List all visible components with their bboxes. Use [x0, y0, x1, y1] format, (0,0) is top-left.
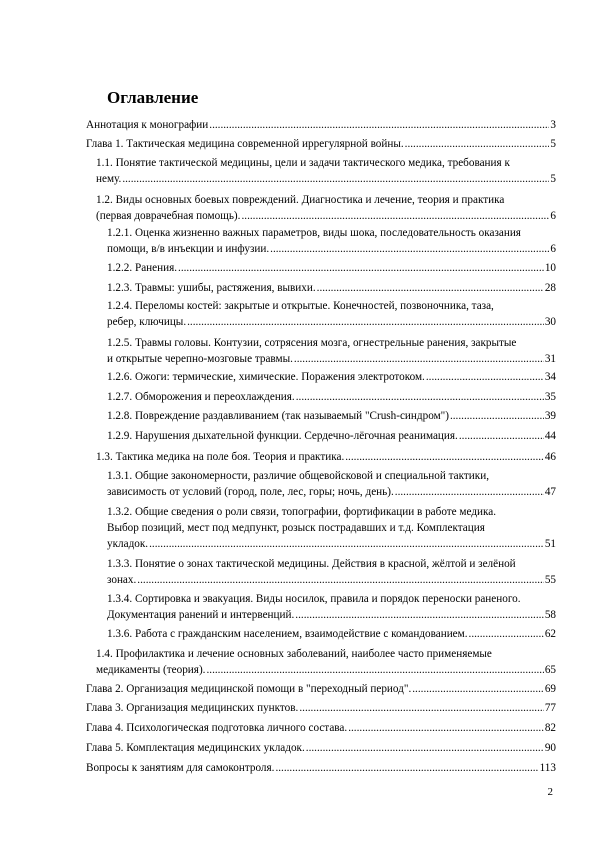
toc-entry-text: ребер, ключицы.: [107, 316, 187, 328]
toc-entry[interactable]: [96, 155, 556, 187]
toc-entry-text: 1.4. Профилактика и лечение основных заболеваний, наиболее часто применяемые: [96, 648, 492, 660]
toc-entry-text: (первая доврачебная помощь).: [96, 210, 241, 222]
dot-leader: [294, 351, 544, 367]
toc-entry[interactable]: [107, 260, 556, 276]
toc-entry[interactable]: [107, 298, 556, 330]
toc-page-number: 30: [544, 316, 556, 328]
toc-page-number: 6: [550, 210, 556, 222]
dot-leader: [348, 720, 544, 736]
toc-page-number: 39: [544, 410, 556, 422]
toc-entry-text: зонах.: [107, 574, 137, 586]
dot-leader: [275, 760, 538, 776]
toc-page-number: 65: [544, 664, 556, 676]
dot-leader: [209, 117, 549, 133]
toc-page-number: 6: [550, 243, 556, 255]
toc-page-number: 5: [550, 138, 556, 150]
toc-page-number: 58: [544, 609, 556, 621]
toc-entry-text: Аннотация к монографии: [86, 119, 209, 131]
toc-page-number: 82: [544, 722, 556, 734]
toc-entry[interactable]: [107, 369, 556, 385]
toc-entry[interactable]: [86, 720, 556, 736]
toc-entry-text: 1.2.9. Нарушения дыхательной функции. Сердечно-лёгочная реанимация.: [107, 430, 458, 442]
toc-page-number: 62: [544, 628, 556, 640]
dot-leader: [345, 449, 544, 465]
toc-entry[interactable]: [86, 117, 556, 133]
dot-leader: [187, 314, 544, 330]
toc-entry-text: 1.3.2. Общие сведения о роли связи, топографии, фортификации в работе медика.: [107, 506, 497, 518]
toc-entry[interactable]: [96, 646, 556, 678]
toc-entry[interactable]: [107, 408, 556, 424]
toc-entry[interactable]: [96, 192, 556, 224]
dot-leader: [405, 136, 550, 152]
toc-entry-text: 1.3.6. Работа с гражданским населением, взаимодействие с командованием.: [107, 628, 468, 640]
toc-entry-text: Вопросы к занятиям для самоконтроля.: [86, 762, 275, 774]
toc-page-number: 10: [544, 262, 556, 274]
toc-entry-text: 1.2.8. Повреждение раздавливанием (так называемый "Crush-синдром"): [107, 410, 449, 422]
dot-leader: [426, 369, 544, 385]
toc-entry[interactable]: [86, 136, 556, 152]
toc-entry[interactable]: [107, 389, 556, 405]
dot-leader: [306, 740, 544, 756]
toc-page-number: 44: [544, 430, 556, 442]
dot-leader: [469, 626, 544, 642]
toc-entry[interactable]: [86, 700, 556, 716]
toc-entry-text: и открытые черепно-мозговые травмы.: [107, 353, 293, 365]
toc-entry[interactable]: [107, 225, 556, 257]
toc-entry-text: Документация ранений и интервенций.: [107, 609, 295, 621]
toc-entry-text: 1.3.1. Общие закономерности, различие общевойсковой и специальной тактики,: [107, 470, 490, 482]
dot-leader: [122, 171, 549, 187]
toc-entry-text: 1.2.1. Оценка жизненно важных параметров, виды шока, последовательность оказания: [107, 227, 521, 239]
toc-entry[interactable]: [86, 760, 556, 776]
toc-entry-text: 1.2.6. Ожоги: термические, химические. Поражения электротоком.: [107, 371, 425, 383]
toc-entry[interactable]: [107, 428, 556, 444]
toc-page-number: 34: [544, 371, 556, 383]
dot-leader: [137, 572, 544, 588]
toc-page-number: 31: [544, 353, 556, 365]
toc-entry[interactable]: [107, 626, 556, 642]
toc-entry[interactable]: [96, 449, 556, 465]
dot-leader: [395, 484, 544, 500]
toc-page-number: 51: [544, 538, 556, 550]
dot-leader: [299, 700, 543, 716]
toc-page-number: 113: [539, 762, 556, 774]
page-number: 2: [547, 786, 553, 798]
toc-entry-text: 1.3. Тактика медика на поле боя. Теория и практика.: [96, 451, 345, 463]
dot-leader: [295, 607, 544, 623]
toc-page-number: 90: [544, 742, 556, 754]
toc-entry-text: медикаменты (теория).: [96, 664, 206, 676]
toc-page-number: 3: [550, 119, 556, 131]
dot-leader: [412, 681, 544, 697]
toc-entry-text: 1.2.3. Травмы: ушибы, растяжения, вывихи.: [107, 282, 316, 294]
dot-leader: [270, 241, 549, 257]
toc-entry-text: зависимость от условий (город, поле, лес, горы; ночь, день).: [107, 486, 394, 498]
toc-entry[interactable]: [86, 740, 556, 756]
toc-entry-text: укладок.: [107, 538, 149, 550]
toc-entry[interactable]: [107, 504, 556, 552]
dot-leader: [149, 536, 544, 552]
toc-entry-text: 1.2.2. Ранения.: [107, 262, 178, 274]
toc-entry-text: 1.2. Виды основных боевых повреждений. Диагностика и лечение, теория и практика: [96, 194, 505, 206]
dot-leader: [296, 389, 544, 405]
toc-entry-text: Глава 4. Психологическая подготовка личного состава.: [86, 722, 348, 734]
toc-page-number: 55: [544, 574, 556, 586]
toc-entry-text: Глава 5. Комплектация медицинских укладок.: [86, 742, 305, 754]
toc-entry-text: 1.2.5. Травмы головы. Контузии, сотрясения мозга, огнестрельные ранения, закрытые: [107, 337, 517, 349]
toc-page-number: 69: [544, 683, 556, 695]
toc-entry[interactable]: [107, 280, 556, 296]
toc-entry-text: 1.3.4. Сортировка и эвакуация. Виды носилок, правила и порядок переноски раненого.: [107, 593, 521, 605]
toc-entry[interactable]: [107, 468, 556, 500]
toc-page-number: 35: [544, 391, 556, 403]
toc-page-number: 5: [550, 173, 556, 185]
dot-leader: [241, 208, 549, 224]
toc-entry[interactable]: [107, 335, 556, 367]
toc-entry[interactable]: [107, 556, 556, 588]
toc-entry-text: Глава 1. Тактическая медицина современной иррегулярной войны.: [86, 138, 404, 150]
dot-leader: [178, 260, 544, 276]
toc-entry-text: Выбор позиций, мест под медпункт, розыск пострадавших и т.д. Комплектация: [107, 522, 485, 534]
toc-heading: Оглавление: [107, 88, 199, 107]
toc-entry-text: нему.: [96, 173, 122, 185]
dot-leader: [459, 428, 544, 444]
toc-entry-text: помощи, в/в инъекции и инфузии.: [107, 243, 270, 255]
toc-entry[interactable]: [107, 591, 556, 623]
toc-entry-text: 1.3.3. Понятие о зонах тактической медицины. Действия в красной, жёлтой и зелёной: [107, 558, 516, 570]
toc-page-number: 47: [544, 486, 556, 498]
toc-entry-text: 1.1. Понятие тактической медицины, цели и задачи тактического медика, требования к: [96, 157, 510, 169]
toc-entry[interactable]: [86, 681, 556, 697]
toc-page-number: 28: [544, 282, 556, 294]
dot-leader: [317, 280, 544, 296]
toc-entry-text: 1.2.4. Переломы костей: закрытые и открытые. Конечностей, позвоночника, таза,: [107, 300, 494, 312]
dot-leader: [206, 662, 543, 678]
toc-page-number: 77: [544, 702, 556, 714]
toc-page-number: 46: [544, 451, 556, 463]
toc-entry-text: Глава 3. Организация медицинских пунктов.: [86, 702, 299, 714]
toc-entry-text: 1.2.7. Обморожения и переохлаждения.: [107, 391, 295, 403]
dot-leader: [450, 408, 544, 424]
toc-entry-text: Глава 2. Организация медицинской помощи в "переходный период".: [86, 683, 412, 695]
